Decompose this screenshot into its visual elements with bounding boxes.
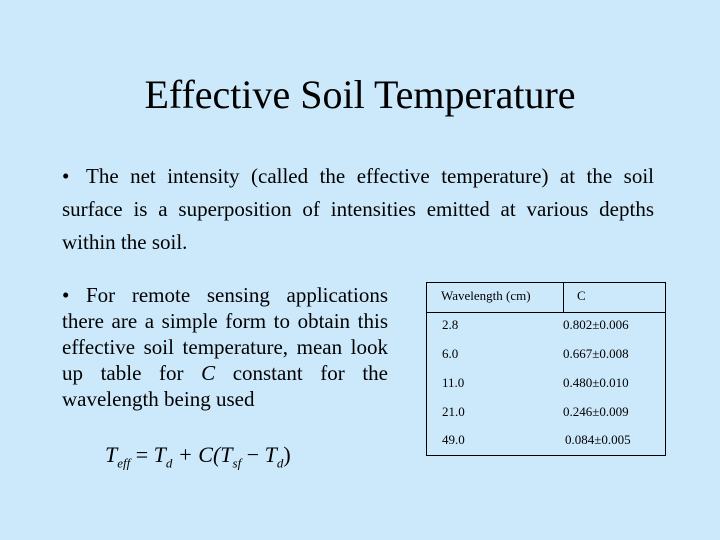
header-divider — [563, 283, 564, 312]
header-c: C — [577, 288, 586, 303]
formula-close-paren: ) — [283, 442, 291, 467]
formula-symbol-T: T — [220, 442, 233, 467]
cell-c-value: 0.667±0.008 — [563, 346, 629, 361]
bullet-paragraph-1 — [62, 160, 654, 259]
cell-wavelength: 21.0 — [442, 404, 465, 419]
formula-subscript-d: d — [276, 455, 284, 471]
cell-c-value: 0.480±0.010 — [563, 375, 629, 390]
effective-temperature-formula — [105, 440, 291, 478]
bullet-marker: • — [62, 164, 70, 188]
formula-symbol-T: T — [264, 442, 277, 467]
slide-title: Effective Soil Temperature — [144, 72, 576, 117]
formula-symbol-T: T — [153, 442, 166, 467]
bullet-paragraph-2 — [62, 282, 388, 412]
table-row — [427, 317, 665, 337]
table-row — [427, 346, 665, 366]
paragraph-1-text: The net intensity (called the effective temperature) at the soil surface is a superposition of intensities emitted at various depths within the soil. — [62, 164, 654, 254]
paragraph-2-text-post: constant for the wavelength being used — [62, 361, 388, 411]
cell-wavelength: 2.8 — [442, 317, 459, 332]
formula-subscript-eff: eff — [117, 455, 131, 471]
table-row — [427, 432, 665, 452]
table-row — [427, 375, 665, 395]
cell-wavelength: 49.0 — [442, 432, 465, 447]
cell-wavelength: 11.0 — [442, 375, 465, 390]
formula-subscript-sf: sf — [232, 455, 242, 471]
formula-symbol-T: T — [105, 442, 118, 467]
cell-c-value: 0.084±0.005 — [565, 432, 631, 447]
formula-equals: = — [130, 442, 154, 467]
wavelength-c-table — [426, 282, 666, 456]
table-row — [427, 404, 665, 424]
bullet-marker: • — [62, 283, 70, 307]
cell-wavelength: 6.0 — [442, 346, 459, 361]
formula-subscript-d: d — [165, 455, 173, 471]
paragraph-2-text-pre: For remote sensing applications there are a simple form to obtain this effective soil temperature, mean look up table for — [62, 283, 388, 385]
header-wavelength: Wavelength (cm) — [441, 288, 531, 303]
cell-c-value: 0.802±0.006 — [563, 317, 629, 332]
table-header-row — [427, 283, 665, 313]
cell-c-value: 0.246±0.009 — [563, 404, 629, 419]
formula-plus-C: + C( — [172, 442, 221, 467]
formula-minus: − — [241, 442, 265, 467]
paragraph-2-variable: C — [201, 361, 216, 385]
